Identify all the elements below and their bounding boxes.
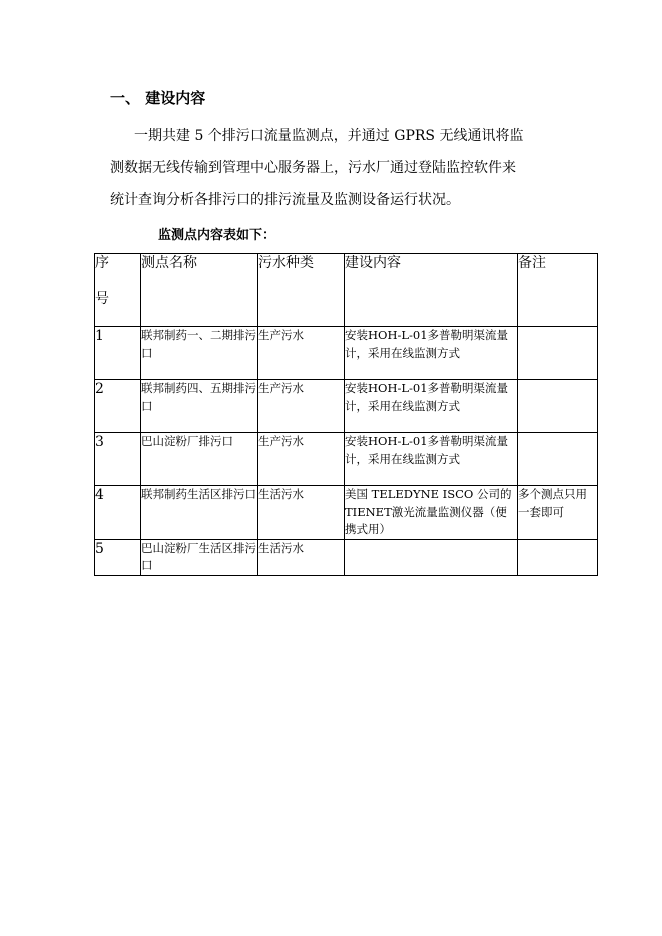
row-note xyxy=(518,327,598,380)
row-seq: 1 xyxy=(95,327,141,380)
row-content xyxy=(345,539,518,575)
row-name: 巴山淀粉厂生活区排污口 xyxy=(141,539,258,575)
row-name: 巴山淀粉厂排污口 xyxy=(141,433,258,486)
table-row xyxy=(95,539,598,575)
row-type: 生活污水 xyxy=(258,486,345,540)
row-content: 安装HOH-L-01多普勒明渠流量计，采用在线监测方式 xyxy=(345,433,518,486)
table-row xyxy=(95,380,598,433)
intro-paragraph xyxy=(110,120,580,216)
row-type: 生产污水 xyxy=(258,433,345,486)
row-name: 联邦制药四、五期排污口 xyxy=(141,380,258,433)
row-seq: 3 xyxy=(95,433,141,486)
monitoring-points-table xyxy=(94,253,598,576)
header-type: 污水种类 xyxy=(258,254,345,327)
row-seq: 4 xyxy=(95,486,141,540)
row-content: 安装HOH-L-01多普勒明渠流量计，采用在线监测方式 xyxy=(345,327,518,380)
row-name: 联邦制药一、二期排污口 xyxy=(141,327,258,380)
table-row xyxy=(95,486,598,540)
row-name: 联邦制药生活区排污口 xyxy=(141,486,258,540)
row-content: 安装HOH-L-01多普勒明渠流量计，采用在线监测方式 xyxy=(345,380,518,433)
header-seq xyxy=(95,254,141,327)
table-row xyxy=(95,327,598,380)
header-content: 建设内容 xyxy=(345,254,518,327)
section-heading: 一、 建设内容 xyxy=(110,89,206,107)
row-seq: 5 xyxy=(95,539,141,575)
row-content: 美国 TELEDYNE ISCO 公司的TIENET激光流量监测仪器（便携式用） xyxy=(345,486,518,540)
row-type: 生产污水 xyxy=(258,380,345,433)
paragraph-line: 测数据无线传输到管理中心服务器上，污水厂通过登陆监控软件来 xyxy=(110,160,516,176)
row-type: 生产污水 xyxy=(258,327,345,380)
header-seq-line2: 号 xyxy=(95,291,109,307)
table-header-row xyxy=(95,254,598,327)
row-note xyxy=(518,433,598,486)
row-type: 生活污水 xyxy=(258,539,345,575)
header-note: 备注 xyxy=(518,254,598,327)
paragraph-line: 一期共建 5 个排污口流量监测点，并通过 GPRS 无线通讯将监 xyxy=(134,128,524,144)
header-name: 测点名称 xyxy=(141,254,258,327)
header-seq-line1: 序 xyxy=(95,255,109,271)
row-note: 多个测点只用一套即可 xyxy=(518,486,598,540)
row-note xyxy=(518,539,598,575)
row-note xyxy=(518,380,598,433)
table-caption: 监测点内容表如下： xyxy=(158,228,276,243)
paragraph-line: 统计查询分析各排污口的排污流量及监测设备运行状况。 xyxy=(110,192,460,208)
table-row xyxy=(95,433,598,486)
row-seq: 2 xyxy=(95,380,141,433)
